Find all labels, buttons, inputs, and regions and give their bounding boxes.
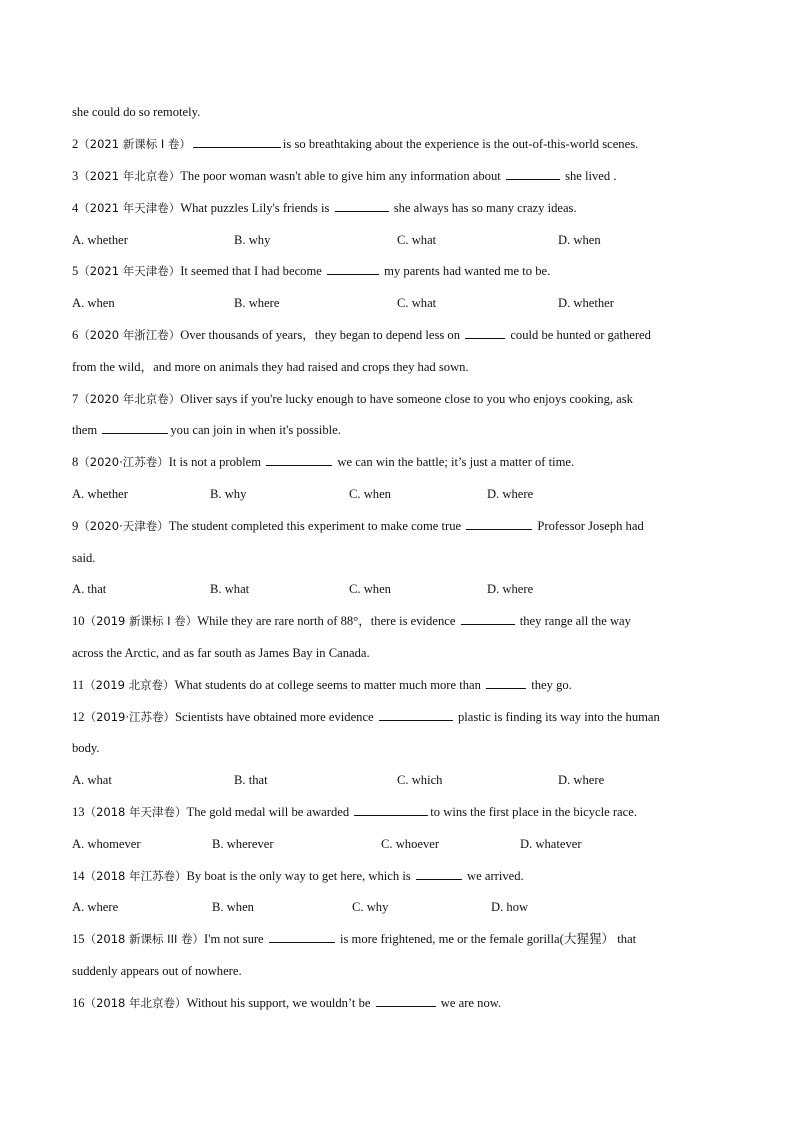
option-d[interactable]: D. when [558, 233, 601, 247]
question-10-line-2: across the Arctic, and as far south as James Bay in Canada. [72, 646, 370, 660]
option-d[interactable]: D. whether [558, 296, 614, 310]
option-a[interactable]: A. whomever [72, 837, 141, 851]
answer-blank[interactable] [506, 168, 560, 180]
answer-blank[interactable] [461, 613, 515, 625]
question-1-continuation: she could do so remotely. [72, 105, 201, 119]
option-d[interactable]: D. where [487, 582, 534, 596]
answer-blank[interactable] [327, 263, 379, 275]
option-a[interactable]: A. where [72, 900, 119, 914]
option-c[interactable]: C. what [397, 233, 437, 247]
question-9-line-2: said. [72, 551, 96, 565]
question-6-line-2: from the wild，and more on animals they had raised and crops they had sown. [72, 360, 469, 374]
question-15: 15（2018 新课标 III 卷）I'm not sure is more frightened, me or the female gorilla(大猩猩） that [72, 932, 637, 946]
option-a[interactable]: A. whether [72, 233, 128, 247]
option-c[interactable]: C. when [349, 582, 391, 596]
option-a[interactable]: A. when [72, 296, 115, 310]
question-4: 4（2021 年天津卷）What puzzles Lily's friends is she always has so many crazy ideas. [72, 201, 577, 215]
answer-blank[interactable] [416, 868, 462, 880]
question-6: 6（2020 年浙江卷）Over thousands of years，they began to depend less on could be hunted or gathered [72, 328, 651, 342]
option-d[interactable]: D. whatever [520, 837, 582, 851]
answer-blank[interactable] [269, 931, 335, 943]
question-13: 13（2018 年天津卷）The gold medal will be awarded to wins the first place in the bicycle race. [72, 805, 637, 819]
question-2: 2（2021 新课标 I 卷） is so breathtaking about the experience is the out-of-this-world scenes. [72, 137, 639, 151]
question-11: 11（2019 北京卷）What students do at college seems to matter much more than they go. [72, 678, 572, 692]
answer-blank[interactable] [354, 804, 428, 816]
answer-blank[interactable] [102, 422, 168, 434]
answer-blank[interactable] [486, 677, 526, 689]
answer-blank[interactable] [379, 709, 453, 721]
answer-blank[interactable] [335, 200, 389, 212]
answer-blank[interactable] [193, 136, 281, 148]
option-b[interactable]: B. when [212, 900, 254, 914]
option-c[interactable]: C. when [349, 487, 391, 501]
question-5: 5（2021 年天津卷）It seemed that I had become my parents had wanted me to be. [72, 264, 551, 278]
option-a[interactable]: A. whether [72, 487, 128, 501]
question-8: 8（2020·江苏卷）It is not a problem we can win the battle; it’s just a matter of time. [72, 455, 575, 469]
option-b[interactable]: B. that [234, 773, 268, 787]
option-a[interactable]: A. that [72, 582, 107, 596]
question-12: 12（2019·江苏卷）Scientists have obtained more evidence plastic is finding its way into the human [72, 710, 660, 724]
option-d[interactable]: D. how [491, 900, 529, 914]
answer-blank[interactable] [266, 454, 332, 466]
question-14: 14（2018 年江苏卷）By boat is the only way to get here, which is we arrived. [72, 869, 524, 883]
question-3: 3（2021 年北京卷）The poor woman wasn't able to give him any information about she lived . [72, 169, 617, 183]
option-c[interactable]: C. what [397, 296, 437, 310]
option-b[interactable]: B. wherever [212, 837, 274, 851]
question-9: 9（2020·天津卷）The student completed this experiment to make come true Professor Joseph had [72, 519, 644, 533]
option-b[interactable]: B. what [210, 582, 250, 596]
option-b[interactable]: B. why [234, 233, 271, 247]
option-a[interactable]: A. what [72, 773, 112, 787]
question-10: 10（2019 新课标 I 卷）While they are rare north of 88°，there is evidence they range all the way [72, 614, 631, 628]
option-c[interactable]: C. whoever [381, 837, 440, 851]
answer-blank[interactable] [376, 995, 436, 1007]
option-b[interactable]: B. why [210, 487, 247, 501]
question-7-line-2: them you can join in when it's possible. [72, 423, 341, 437]
question-7: 7（2020 年北京卷）Oliver says if you're lucky enough to have someone close to you who enjoys cooking, ask [72, 392, 633, 406]
answer-blank[interactable] [466, 518, 532, 530]
answer-blank[interactable] [465, 327, 505, 339]
option-d[interactable]: D. where [558, 773, 605, 787]
option-d[interactable]: D. where [487, 487, 534, 501]
question-16: 16（2018 年北京卷）Without his support, we wouldn’t be we are now. [72, 996, 502, 1010]
option-c[interactable]: C. which [397, 773, 443, 787]
question-15-line-2: suddenly appears out of nowhere. [72, 964, 242, 978]
option-c[interactable]: C. why [352, 900, 389, 914]
option-b[interactable]: B. where [234, 296, 280, 310]
question-12-line-2: body. [72, 741, 100, 755]
